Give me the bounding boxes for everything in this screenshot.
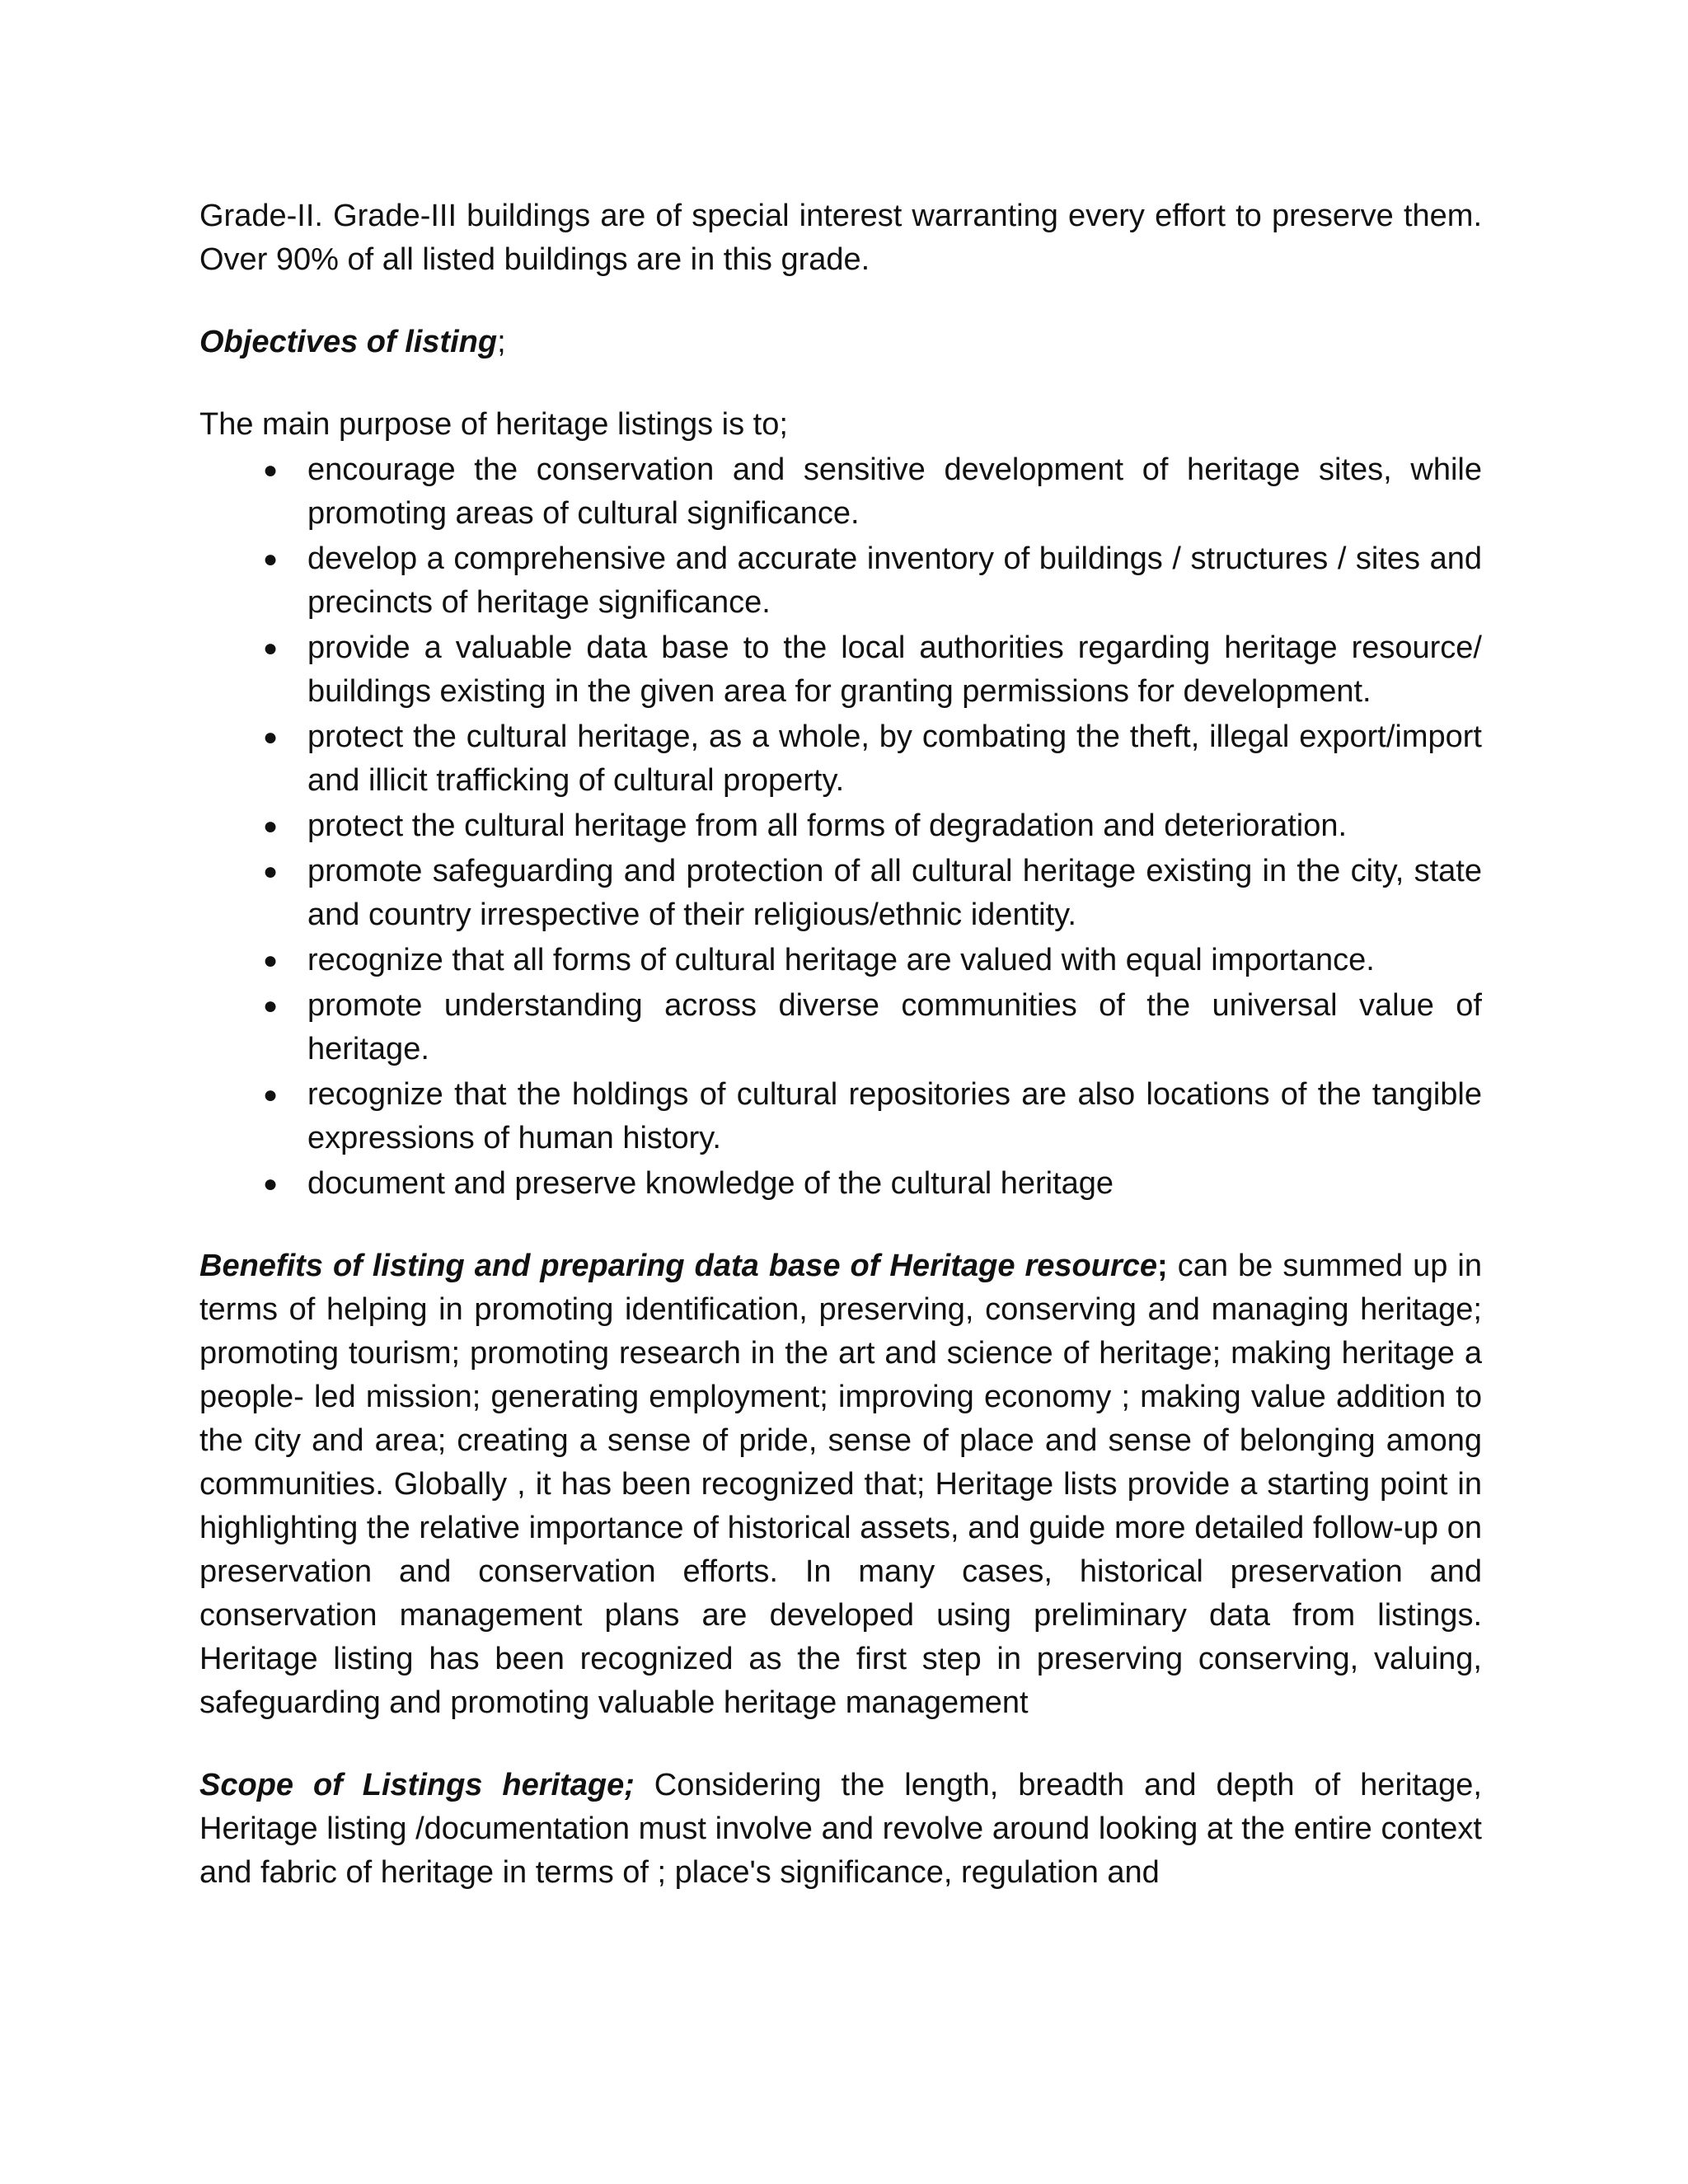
list-item-text: document and preserve knowledge of the cultural heritage: [307, 1166, 1114, 1201]
bullet-icon: ●: [263, 992, 279, 1019]
list-item-text: protect the cultural heritage, as a whole, by combating the theft, illegal export/import and illicit trafficking of cultural property.: [307, 719, 1482, 798]
bullet-icon: ●: [263, 724, 279, 751]
benefits-heading: Benefits of listing and preparing data base of Heritage resource: [199, 1249, 1158, 1283]
bullet-icon: ●: [263, 858, 279, 885]
list-item-text: encourage the conservation and sensitive development of heritage sites, while promoting areas of cultural significance.: [307, 452, 1482, 531]
list-item: [199, 626, 1482, 714]
benefits-body: can be summed up in terms of helping in promoting identification, preserving, conserving and managing heritage; promoting tourism; promoting research in the art and science of heritage; making heritage a people- led mission; generating employment; improving economy ; making value addition to the city and area; creating a sense of pride, sense of place and sense of belonging among communities. Globally , it has been recognized that; Heritage lists provide a starting point in highlighting the relative importance of historical assets, and guide more detailed follow-up on preservation and conservation efforts. In many cases, historical preservation and conservation management plans are developed using preliminary data from listings. Heritage listing has been recognized as the first step in preserving conserving, valuing, safeguarding and promoting valuable heritage management: [199, 1249, 1482, 1720]
bullet-icon: ●: [263, 1170, 279, 1197]
list-item: [199, 448, 1482, 536]
document-page: [199, 194, 1482, 1895]
scope-body: Considering the length, breadth and depth of heritage, Heritage listing /documentation must involve and revolve around looking at the entire context and fabric of heritage in terms of ; place's significance, regulation and: [199, 1768, 1482, 1890]
bullet-icon: ●: [263, 635, 279, 662]
benefits-heading-suffix: ;: [1157, 1249, 1168, 1283]
list-item: [199, 939, 1482, 982]
benefits-paragraph: [199, 1244, 1482, 1725]
objectives-heading-text: Objectives of listing: [199, 325, 498, 359]
list-item: [199, 537, 1482, 625]
list-item: [199, 850, 1482, 937]
bullet-icon: ●: [263, 1081, 279, 1108]
list-item-text: promote understanding across diverse communities of the universal value of heritage.: [307, 988, 1482, 1066]
list-item-text: recognize that the holdings of cultural repositories are also locations of the tangible expressions of human history.: [307, 1077, 1482, 1155]
list-item-text: protect the cultural heritage from all forms of degradation and deterioration.: [307, 808, 1348, 843]
objectives-lead: The main purpose of heritage listings is to;: [199, 407, 788, 442]
scope-paragraph: [199, 1764, 1482, 1895]
list-item-text: promote safeguarding and protection of all cultural heritage existing in the city, state and country irrespective of their religious/ethnic identity.: [307, 854, 1482, 932]
list-item: [199, 1073, 1482, 1160]
list-item: [199, 984, 1482, 1071]
list-item: [199, 804, 1482, 848]
list-item-text: recognize that all forms of cultural heritage are valued with equal importance.: [307, 943, 1375, 977]
objectives-heading: [199, 321, 1482, 364]
list-item: [199, 1162, 1482, 1206]
list-item: [199, 715, 1482, 803]
bullet-icon: ●: [263, 947, 279, 974]
bullet-icon: ●: [263, 546, 279, 573]
scope-heading: Scope of Listings heritage;: [199, 1768, 635, 1802]
objectives-list: [199, 448, 1482, 1206]
objectives-heading-suffix: ;: [497, 325, 506, 359]
list-item-text: provide a valuable data base to the local authorities regarding heritage resource/ buildings existing in the given area for granting permissions for development.: [307, 630, 1482, 709]
list-item-text: develop a comprehensive and accurate inventory of buildings / structures / sites and precincts of heritage significance.: [307, 541, 1482, 620]
bullet-icon: ●: [263, 813, 279, 840]
bullet-icon: ●: [263, 457, 279, 484]
intro-paragraph: Grade-II. Grade-III buildings are of special interest warranting every effort to preserve them. Over 90% of all listed buildings are in this grade.: [199, 199, 1482, 277]
